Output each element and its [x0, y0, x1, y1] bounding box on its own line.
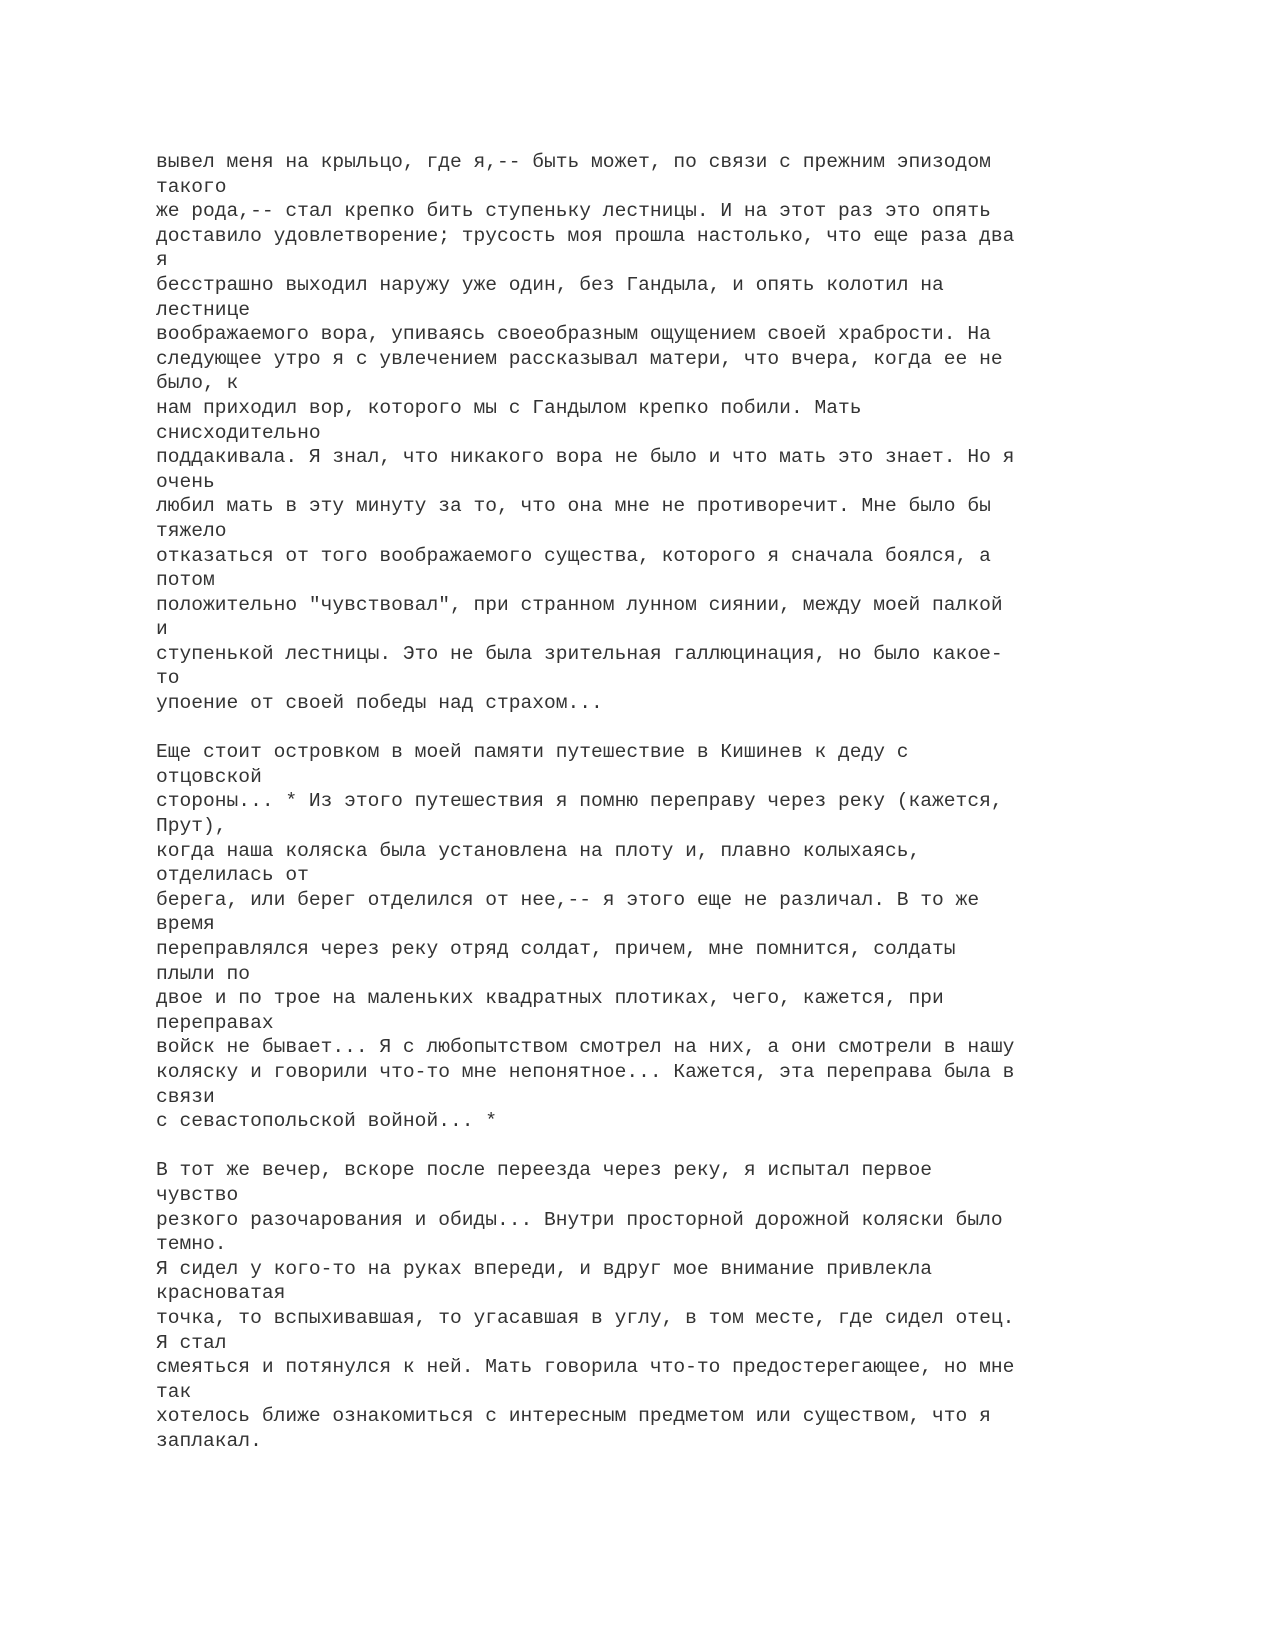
- text-line: связи: [156, 1085, 215, 1108]
- text-line: то: [156, 667, 180, 690]
- text-line: хотелось ближе ознакомиться с интересным предметом или существом, что я: [156, 1405, 991, 1428]
- text-line: смеяться и потянулся к ней. Мать говорила что-то предостерегающее, но мне: [156, 1356, 1015, 1379]
- text-line: заплакал.: [156, 1429, 262, 1452]
- text-line: нам приходил вор, которого мы с Гандылом крепко побили. Мать: [156, 396, 862, 419]
- text-line: точка, то вспыхивавшая, то угасавшая в углу, в том месте, где сидел отец.: [156, 1306, 1015, 1329]
- text-line: отцовской: [156, 765, 262, 788]
- text-line: потом: [156, 569, 215, 592]
- text-line: отказаться от того воображаемого существа, которого я сначала боялся, а: [156, 544, 991, 567]
- text-line: Я сидел у кого-то на руках впереди, и вдруг мое внимание привлекла: [156, 1257, 933, 1280]
- text-line: лестнице: [156, 298, 251, 321]
- text-line: с севастопольской войной... *: [156, 1110, 497, 1133]
- text-line: ступенькой лестницы. Это не была зрительная галлюцинация, но было какое-: [156, 642, 1003, 665]
- text-line: чувство: [156, 1183, 239, 1206]
- text-line: берега, или берег отделился от нее,-- я этого еще не различал. В то же: [156, 888, 980, 911]
- text-line: Я стал: [156, 1331, 227, 1354]
- text-line: тяжело: [156, 519, 227, 542]
- text-line: войск не бывает... Я с любопытством смотрел на них, а они смотрели в нашу: [156, 1036, 1015, 1059]
- text-line: Прут),: [156, 815, 227, 838]
- text-line: положительно "чувствовал", при странном лунном сиянии, между моей палкой: [156, 593, 1003, 616]
- text-line: и: [156, 618, 168, 641]
- text-line: красноватая: [156, 1282, 286, 1305]
- text-line: когда наша коляска была установлена на плоту и, плавно колыхаясь,: [156, 839, 921, 862]
- text-line: доставило удовлетворение; трусость моя прошла настолько, что еще раза два: [156, 224, 1015, 247]
- text-line: следующее утро я с увлечением рассказывал матери, что вчера, когда ее не: [156, 347, 1003, 370]
- text-line: бесстрашно выходил наружу уже один, без Гандыла, и опять колотил на: [156, 273, 944, 296]
- text-line: было, к: [156, 372, 239, 395]
- paragraph-spacer: [156, 716, 1156, 741]
- text-line: стороны... * Из этого путешествия я помню переправу через реку (кажется,: [156, 790, 1003, 813]
- text-line: переправах: [156, 1011, 274, 1034]
- text-line: поддакивала. Я знал, что никакого вора не было и что мать это знает. Но я: [156, 446, 1015, 469]
- text-line: отделилась от: [156, 864, 309, 887]
- text-line: очень: [156, 470, 215, 493]
- text-line: плыли по: [156, 962, 251, 985]
- text-line: так: [156, 1380, 192, 1403]
- text-line: же рода,-- стал крепко бить ступеньку лестницы. И на этот раз это опять: [156, 200, 991, 223]
- text-line: переправлялся через реку отряд солдат, причем, мне помнится, солдаты: [156, 938, 956, 960]
- text-line: резкого разочарования и обиды... Внутри просторной дорожной коляски было: [156, 1208, 1003, 1231]
- paragraph: [156, 740, 1156, 1134]
- text-line: В тот же вечер, вскоре после переезда через реку, я испытал первое: [156, 1159, 933, 1182]
- text-line: я: [156, 249, 168, 272]
- text-line: снисходительно: [156, 421, 321, 444]
- paragraph: [156, 1158, 1156, 1453]
- text-line: вывел меня на крыльцо, где я,-- быть может, по связи с прежним эпизодом: [156, 151, 991, 173]
- text-line: двое и по трое на маленьких квадратных плотиках, чего, кажется, при: [156, 987, 944, 1010]
- text-line: коляску и говорили что-то мне непонятное... Кажется, эта переправа была в: [156, 1060, 1015, 1083]
- text-line: упоение от своей победы над страхом...: [156, 692, 603, 715]
- document-body-text: [156, 150, 1156, 1453]
- paragraph: [156, 150, 1156, 716]
- text-line: любил мать в эту минуту за то, что она мне не противоречит. Мне было бы: [156, 495, 991, 518]
- text-line: Еще стоит островком в моей памяти путешествие в Кишинев к деду с: [156, 741, 909, 764]
- text-line: воображаемого вора, упиваясь своеобразным ощущением своей храбрости. На: [156, 323, 991, 346]
- text-line: темно.: [156, 1233, 227, 1256]
- text-line: такого: [156, 175, 227, 198]
- paragraph-spacer: [156, 1134, 1156, 1159]
- text-line: время: [156, 913, 215, 936]
